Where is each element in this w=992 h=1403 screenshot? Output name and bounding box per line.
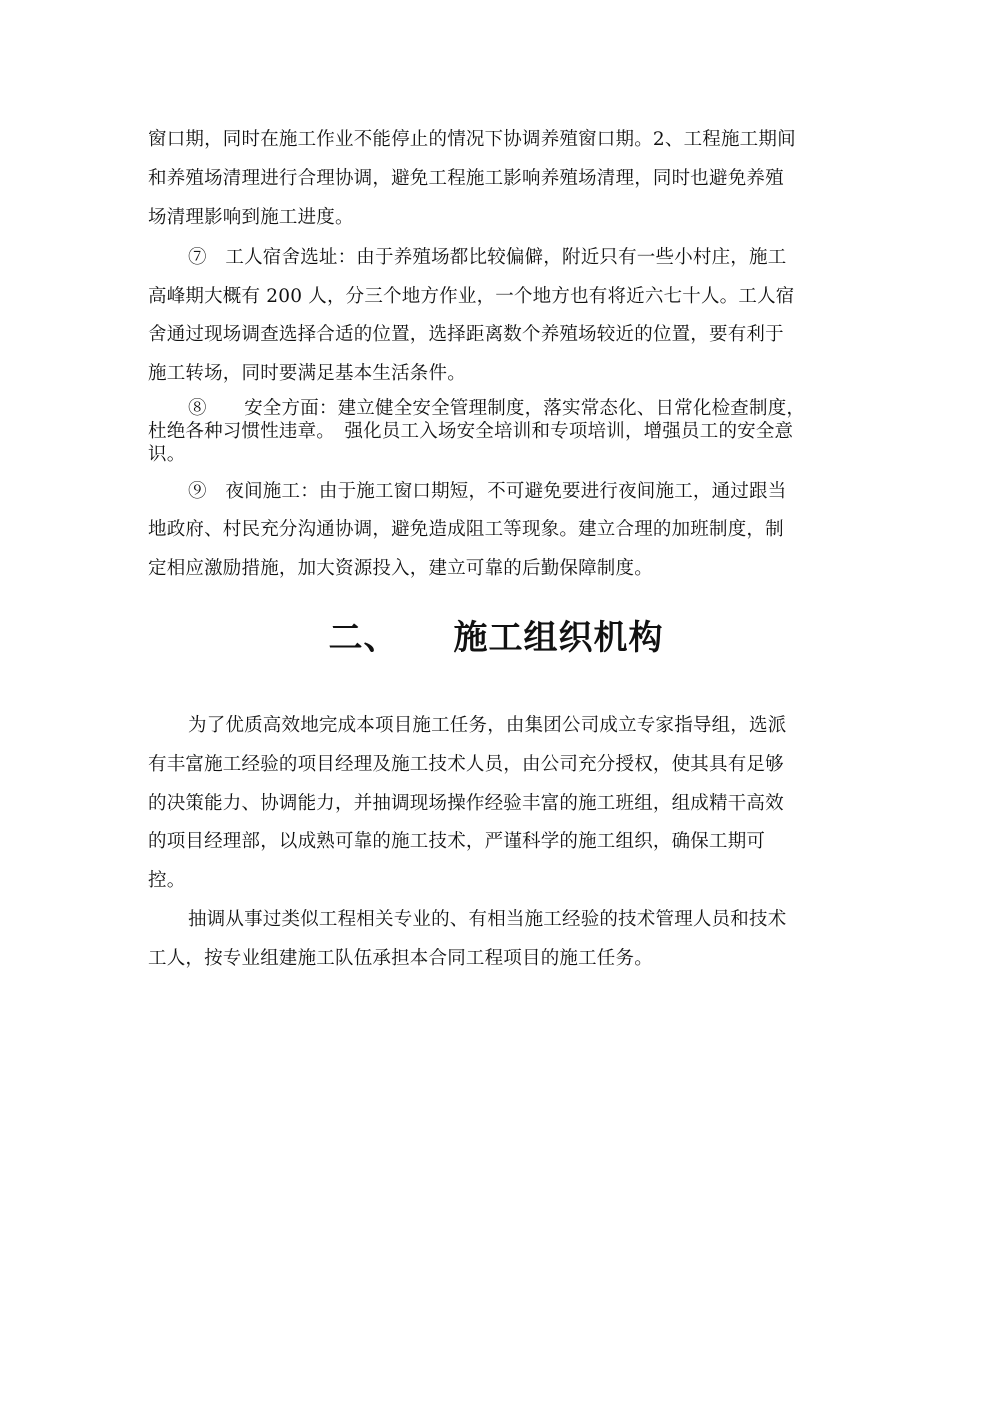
paragraph-line: 地政府、村民充分沟通协调，避免造成阻工等现象。建立合理的加班制度，制 <box>148 519 784 540</box>
paragraph-line: 施工转场，同时要满足基本生活条件。 <box>148 363 466 384</box>
paragraph-line: 抽调从事过类似工程相关专业的、有相当施工经验的技术管理人员和技术 <box>188 909 787 930</box>
paragraph-line: 场清理影响到施工进度。 <box>148 207 354 228</box>
paragraph-line: 窗口期，同时在施工作业不能停止的情况下协调养殖窗口期。2、工程施工期间 <box>148 129 796 150</box>
paragraph-line: ⑨ 夜间施工：由于施工窗口期短，不可避免要进行夜间施工，通过跟当 <box>188 481 787 502</box>
paragraph-line: 舍通过现场调查选择合适的位置，选择距离数个养殖场较近的位置，要有利于 <box>148 324 784 345</box>
paragraph-line: 的项目经理部，以成熟可靠的施工技术，严谨科学的施工组织，确保工期可 <box>148 831 766 852</box>
paragraph-line: 工人，按专业组建施工队伍承担本合同工程项目的施工任务。 <box>148 948 653 969</box>
paragraph-line: ⑦ 工人宿舍选址：由于养殖场都比较偏僻，附近只有一些小村庄，施工 <box>188 247 787 268</box>
section-heading-number: 二、 <box>328 618 399 658</box>
paragraph-line: 的决策能力、协调能力，并抽调现场操作经验丰富的施工班组，组成精干高效 <box>148 793 784 814</box>
paragraph-line: 为了优质高效地完成本项目施工任务，由集团公司成立专家指导组，选派 <box>188 715 787 736</box>
paragraph-line: 控。 <box>148 870 186 891</box>
paragraph-line: 识。 <box>148 444 186 465</box>
paragraph-line: 杜绝各种习惯性违章。 强化员工入场安全培训和专项培训，增强员工的安全意 <box>148 421 794 442</box>
section-heading <box>0 614 992 662</box>
paragraph-line: 和养殖场清理进行合理协调，避免工程施工影响养殖场清理，同时也避免养殖 <box>148 168 784 189</box>
paragraph-line: 定相应激励措施，加大资源投入，建立可靠的后勤保障制度。 <box>148 558 653 579</box>
paragraph-line: 高峰期大概有 200 人，分三个地方作业，一个地方也有将近六七十人。工人宿 <box>148 286 795 307</box>
paragraph-line: 有丰富施工经验的项目经理及施工技术人员，由公司充分授权，使其具有足够 <box>148 754 784 775</box>
paragraph-line: ⑧ 安全方面：建立健全安全管理制度，落实常态化、日常化检查制度， <box>188 398 806 419</box>
section-heading-title: 施工组织机构 <box>453 618 664 658</box>
